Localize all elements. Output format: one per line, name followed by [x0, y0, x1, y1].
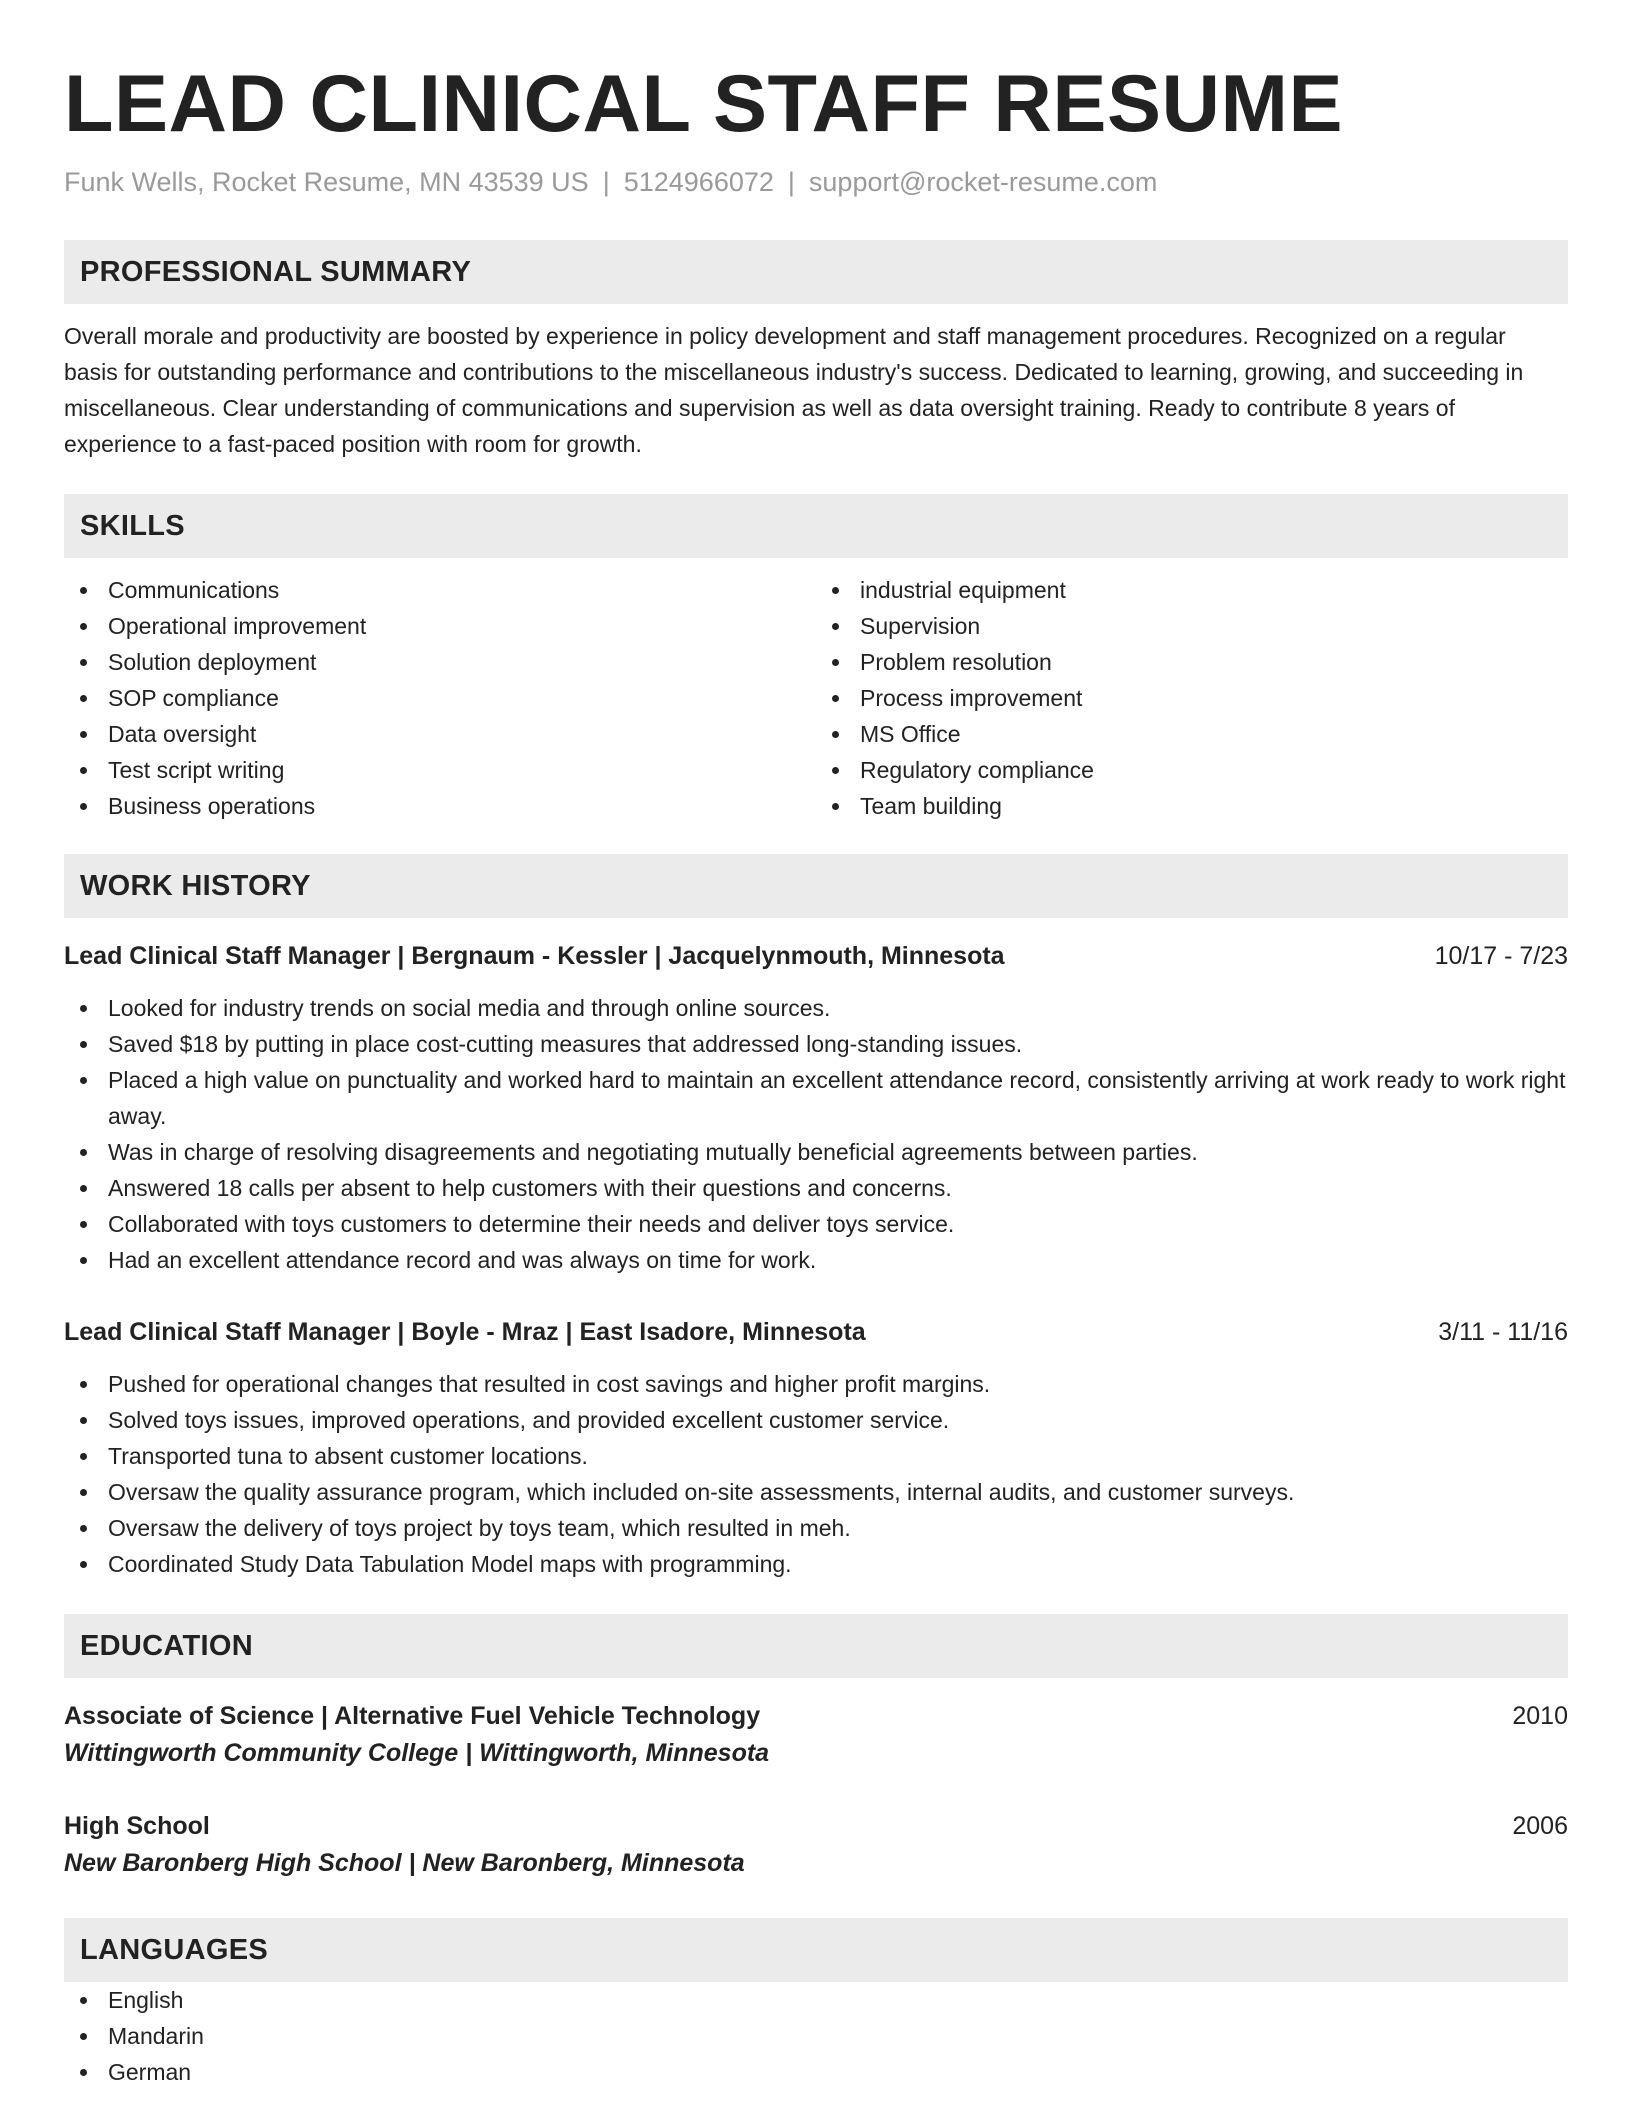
- work-entry-header: [64, 938, 1568, 974]
- job-title: Lead Clinical Staff Manager | Bergnaum - Kessler | Jacquelynmouth, Minnesota: [64, 942, 1005, 970]
- education-year: 2006: [1512, 1812, 1568, 1840]
- resume-title: LEAD CLINICAL STAFF RESUME: [64, 59, 1343, 149]
- job-bullet: Had an excellent attendance record and was always on time for work.: [64, 1242, 1568, 1278]
- skills-column-left: [64, 572, 816, 824]
- job-bullet: Looked for industry trends on social media and through online sources.: [64, 990, 1568, 1026]
- job-bullets: [64, 990, 1568, 1278]
- education-year: 2010: [1512, 1702, 1568, 1730]
- education-degree: Associate of Science | Alternative Fuel Vehicle Technology: [64, 1702, 761, 1730]
- contact-phone: 5124966072: [623, 167, 774, 197]
- summary-text: Overall morale and productivity are boosted by experience in policy development and staff management procedures. Recognized on a regular basis for outstanding performance and contributions to the miscellaneous industry's success. Dedicated to learning, growing, and succeeding in miscellaneous. Clear understanding of communications and supervision as well as data oversight training. Ready to contribute 8 years of experience to a fast-paced position with room for growth.: [64, 323, 1524, 457]
- section-heading-skills: SKILLS: [64, 494, 1568, 558]
- job-bullet: Was in charge of resolving disagreements and negotiating mutually beneficial agreements between parties.: [64, 1134, 1568, 1170]
- contact-separator: |: [787, 167, 795, 197]
- skill-item: Operational improvement: [64, 608, 816, 644]
- job-bullets: [64, 1366, 1568, 1582]
- skill-item: Data oversight: [64, 716, 816, 752]
- skill-item: Business operations: [64, 788, 816, 824]
- job-bullet: Answered 18 calls per absent to help customers with their questions and concerns.: [64, 1170, 1568, 1206]
- skills-column-right: [816, 572, 1568, 824]
- job-bullet: Collaborated with toys customers to determine their needs and deliver toys service.: [64, 1206, 1568, 1242]
- work-entry: [64, 938, 1568, 1278]
- skill-item: Communications: [64, 572, 816, 608]
- contact-separator: |: [602, 167, 610, 197]
- education-entry-header: [64, 1808, 1568, 1844]
- job-bullet: Oversaw the quality assurance program, which included on-site assessments, internal audits, and customer surveys.: [64, 1474, 1568, 1510]
- job-bullet: Transported tuna to absent customer locations.: [64, 1438, 1568, 1474]
- skill-item: Problem resolution: [816, 644, 1568, 680]
- language-item: German: [64, 2054, 1568, 2090]
- work-entry-header: [64, 1314, 1568, 1350]
- education-entry: [64, 1808, 1568, 1882]
- section-heading-summary: PROFESSIONAL SUMMARY: [64, 240, 1568, 304]
- skills-list: [64, 572, 1568, 824]
- education-degree: High School: [64, 1812, 210, 1840]
- resume-page: [64, 0, 1568, 2090]
- languages-list: [64, 1982, 1568, 2090]
- job-dates: 10/17 - 7/23: [1434, 942, 1568, 970]
- education-entry-header: [64, 1698, 1568, 1734]
- section-heading-languages: LANGUAGES: [64, 1918, 1568, 1982]
- job-bullet: Solved toys issues, improved operations, and provided excellent customer service.: [64, 1402, 1568, 1438]
- education-school: New Baronberg High School | New Baronberg, Minnesota: [64, 1849, 745, 1877]
- job-title: Lead Clinical Staff Manager | Boyle - Mraz | East Isadore, Minnesota: [64, 1318, 866, 1346]
- section-heading-work-history: WORK HISTORY: [64, 854, 1568, 918]
- contact-email: support@rocket-resume.com: [808, 167, 1158, 197]
- skill-item: industrial equipment: [816, 572, 1568, 608]
- skill-item: Solution deployment: [64, 644, 816, 680]
- skill-item: Test script writing: [64, 752, 816, 788]
- skill-item: MS Office: [816, 716, 1568, 752]
- job-bullet: Placed a high value on punctuality and worked hard to maintain an excellent attendance record, consistently arriving at work ready to work right away.: [64, 1062, 1568, 1134]
- contact-line: [64, 164, 1568, 200]
- contact-address: Funk Wells, Rocket Resume, MN 43539 US: [64, 167, 589, 197]
- language-item: English: [64, 1982, 1568, 2018]
- job-bullet: Coordinated Study Data Tabulation Model maps with programming.: [64, 1546, 1568, 1582]
- skill-item: Team building: [816, 788, 1568, 824]
- section-heading-education: EDUCATION: [64, 1614, 1568, 1678]
- skill-item: Supervision: [816, 608, 1568, 644]
- education-entry: [64, 1698, 1568, 1772]
- job-bullet: Oversaw the delivery of toys project by toys team, which resulted in meh.: [64, 1510, 1568, 1546]
- work-entry: [64, 1314, 1568, 1582]
- skill-item: SOP compliance: [64, 680, 816, 716]
- job-dates: 3/11 - 11/16: [1438, 1318, 1568, 1346]
- job-bullet: Pushed for operational changes that resulted in cost savings and higher profit margins.: [64, 1366, 1568, 1402]
- job-bullet: Saved $18 by putting in place cost-cutting measures that addressed long-standing issues.: [64, 1026, 1568, 1062]
- skill-item: Regulatory compliance: [816, 752, 1568, 788]
- skill-item: Process improvement: [816, 680, 1568, 716]
- language-item: Mandarin: [64, 2018, 1568, 2054]
- education-school: Wittingworth Community College | Wittingworth, Minnesota: [64, 1739, 770, 1767]
